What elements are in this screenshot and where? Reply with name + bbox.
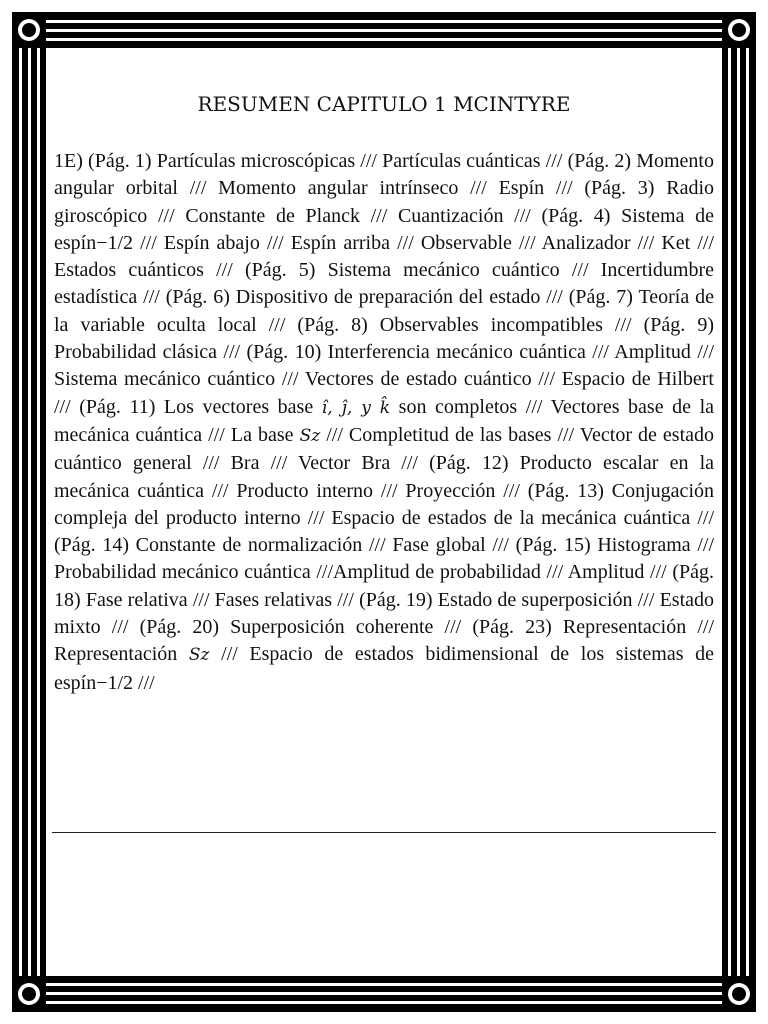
math-unit-vectors: ı̂, ȷ̂, y k̂ <box>321 397 391 418</box>
summary-paragraph <box>54 148 714 697</box>
corner-ornament-bottom-right <box>722 976 756 1012</box>
summary-text-part-2: son completos /// Vectores base de la mecánica cuántica /// La base <box>54 395 715 446</box>
corner-ornament-top-left <box>12 12 46 48</box>
corner-ornament-top-right <box>722 12 756 48</box>
math-sz-basis: Sz <box>299 425 321 446</box>
summary-text-part-1: 1E) (Pág. 1) Partículas microscópicas /// Partículas cuánticas /// (Pág. 2) Momento angular orbital /// Momento angular intrínseco /// Espín /// (Pág. 3) Radio giroscópico /// Constante de Planck /// Cuantización /// (Pág. 4) Sistema de espín−1/2 /// Espín abajo /// Espín arriba /// Observable /// Analizador /// Ket /// Estados cuánticos /// (Pág. 5) Sistema mecánico cuántico /// Incertidumbre estadística /// (Pág. 6) Dispositivo de preparación del estado /// (Pág. 7) Teoría de la variable oculta local /// (Pág. 8) Observables incompatibles /// (Pág. 9) Probabilidad clásica /// (Pág. 10) Interferencia mecánico cuántica /// Amplitud /// Sistema mecánico cuántico /// Vectores de estado cuántico /// Espacio de Hilbert /// (Pág. 11) Los vectores base <box>54 150 714 418</box>
corner-ornament-bottom-left <box>12 976 46 1012</box>
document-title: RESUMEN CAPITULO 1 MCINTYRE <box>197 92 571 116</box>
horizontal-divider <box>52 832 716 833</box>
summary-text-part-4: /// Espacio de estados bidimensional de los sistemas de espín−1/2 /// <box>54 643 715 694</box>
summary-text-part-3: /// Completitud de las bases /// Vector de estado cuántico general /// Bra /// Vector Bra /// (Pág. 12) Producto escalar en la mecánica cuántica /// Producto interno /// Proyección /// (Pág. 13) Conjugación compleja del producto interno /// Espacio de estados de la mecánica cuántica /// (Pág. 14) Constante de normalización /// Fase global /// (Pág. 15) Histograma /// Probabilidad mecánico cuántica ///Amplitud de probabilidad /// Amplitud /// (Pág. 18) Fase relativa /// Fases relativas /// (Pág. 19) Estado de superposición /// Estado mixto /// (Pág. 20) Superposición coherente /// (Pág. 23) Representación /// Representación <box>54 423 715 666</box>
math-sz-representation: Sz <box>188 645 210 666</box>
